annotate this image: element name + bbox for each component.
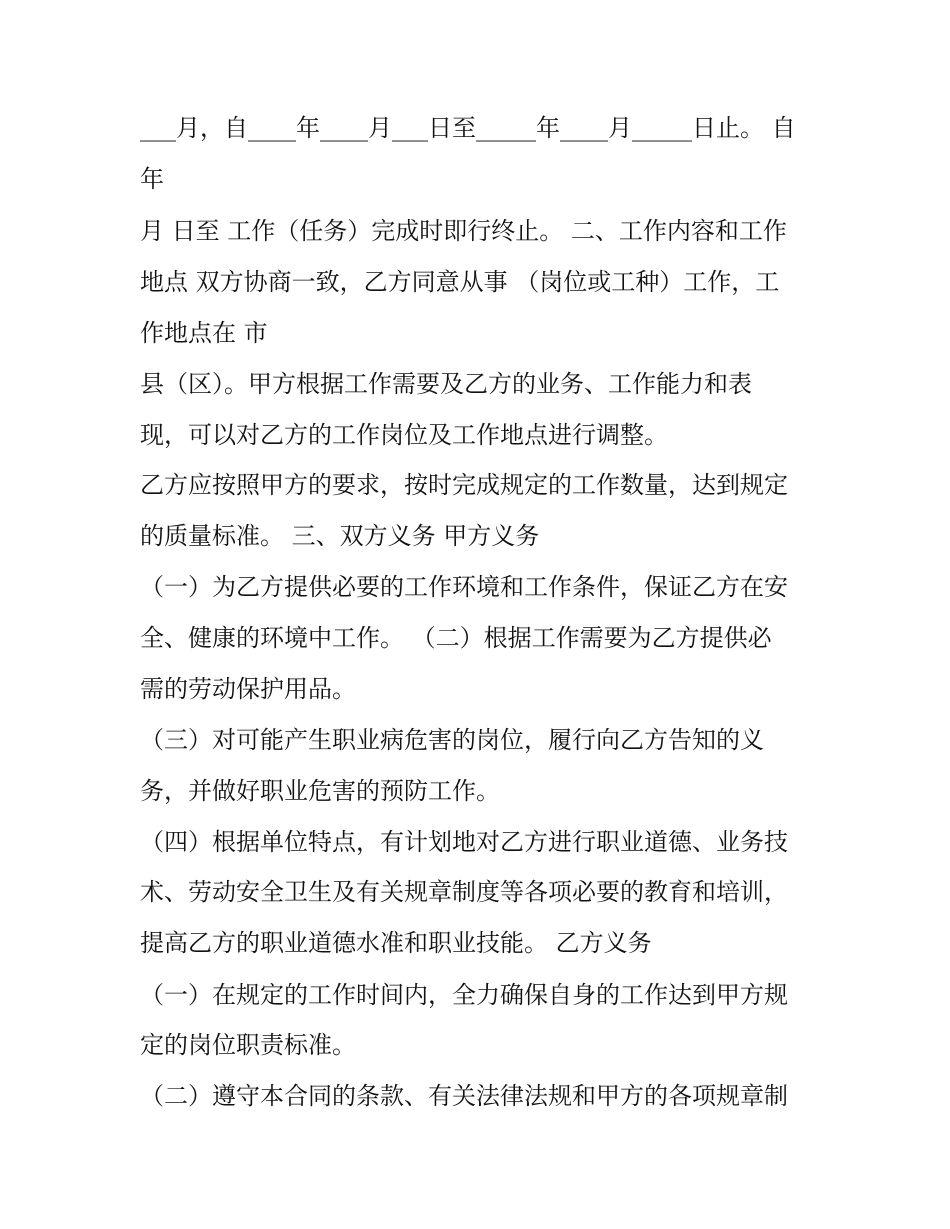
text-line: ___月，自____年____月___日至_____年____月_____日止。 自 [140,114,796,142]
text-line: （四）根据单位特点，有计划地对乙方进行职业道德、业务技 [140,828,788,856]
text-line: （三）对可能产生职业病危害的岗位，履行向乙方告知的义 [140,726,764,754]
text-line: （一）在规定的工作时间内，全力确保自身的工作达到甲方规 [140,981,788,1009]
text-line: 作地点在 市 [140,319,268,347]
text-line: 地点 双方协商一致，乙方同意从事 （岗位或工种）工作，工 [140,268,780,296]
text-line: 全、健康的环境中工作。 （二）根据工作需要为乙方提供必 [140,624,772,652]
text-line: （二）遵守本合同的条款、有关法律法规和甲方的各项规章制 [140,1082,788,1110]
text-line: 定的岗位职责标准。 [140,1031,356,1059]
text-line: 县（区）。甲方根据工作需要及乙方的业务、工作能力和表 [140,370,752,398]
text-line: 的质量标准。 三、双方义务 甲方义务 [140,522,540,550]
text-line: 术、劳动安全卫生及有关规章制度等各项必要的教育和培训， [140,878,788,906]
text-line: 乙方应按照甲方的要求，按时完成规定的工作数量，达到规定 [140,471,788,499]
text-line: （一）为乙方提供必要的工作环境和工作条件，保证乙方在安 [140,573,788,601]
text-line: 现，可以对乙方的工作岗位及工作地点进行调整。 [140,421,668,449]
text-line: 提高乙方的职业道德水准和职业技能。 乙方义务 [140,929,652,957]
text-line: 月 日至 工作（任务）完成时即行终止。 二、工作内容和工作 [140,217,787,245]
text-line: 务，并做好职业危害的预防工作。 [140,777,500,805]
text-line: 年 [140,165,164,193]
text-line: 需的劳动保护用品。 [140,675,356,703]
